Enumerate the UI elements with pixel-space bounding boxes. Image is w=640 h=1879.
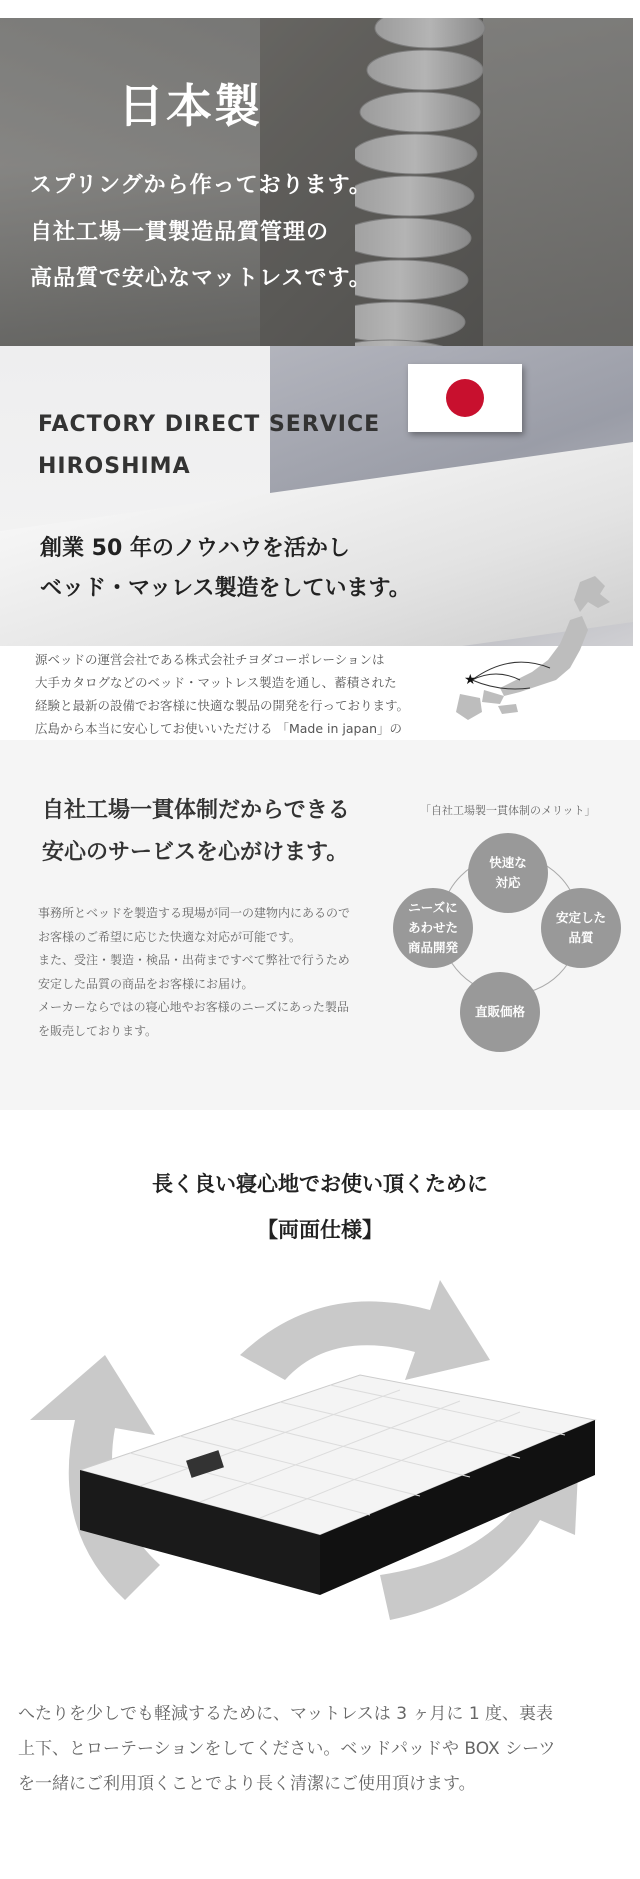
mattress-rotation-illustration (20, 1260, 610, 1660)
service-body (38, 902, 398, 1043)
two-sided-title: 長く良い寝心地でお使い頂くために (152, 1172, 488, 1196)
instruction-line: を一緒にご利用頂くことでより長く清潔にご使用頂けます。 (18, 1774, 476, 1794)
two-sided-subtitle: 【両面仕様】 (257, 1218, 383, 1242)
rotation-instructions (18, 1697, 628, 1802)
hero-banner (0, 18, 633, 346)
intro-line: 大手カタログなどのベッド・マットレス製造を通し、蓄積された (35, 675, 397, 690)
knowhow-line-1: 創業 50 年のノウハウを活かし (40, 536, 350, 561)
factory-direct-service-title (38, 404, 380, 488)
merit-direct-price: 直販価格 (460, 972, 540, 1052)
intro-line: 源ベッドの運営会社である株式会社チヨダコーポレーションは (35, 652, 385, 667)
hero-line-2: 自社工場一貫製造品質管理の (30, 220, 330, 245)
knowhow-line-2: ベッド・マッレス製造をしています。 (40, 576, 411, 601)
mattress-icon (80, 1375, 595, 1595)
service-body-line: 安定した品質の商品をお客様にお届け。 (38, 976, 254, 991)
intro-line: 経験と最新の設備でお客様に快適な製品の開発を行っております。 (35, 698, 410, 713)
hero-line-1: スプリングから作っております。 (30, 173, 372, 198)
service-line-2: HIROSHIMA (38, 454, 191, 479)
merit-product-development: ニーズに あわせた 商品開発 (393, 888, 473, 968)
intro-line: 広島から本当に安心してお使いいただける 「Made in japan」の (35, 721, 403, 736)
instruction-line: へたりを少しでも軽減するために、マットレスは 3 ヶ月に 1 度、裏表 (18, 1704, 554, 1724)
merit-stable-quality: 安定した 品質 (541, 888, 621, 968)
service-body-line: を販売しております。 (38, 1023, 158, 1038)
service-body-line: 事務所とベッドを製造する現場が同一の建物内にあるので (38, 906, 351, 920)
service-body-line: また、受注・製造・検品・出荷まですべて弊社で行うため (38, 953, 350, 967)
service-body-line: メーカーならではの寝心地やお客様のニーズにあった製品 (38, 1000, 349, 1014)
service-body-line: お客様のご希望に応じた快適な対応が可能です。 (38, 929, 302, 944)
hero-line-3: 高品質で安心なマットレスです。 (30, 266, 372, 291)
svg-text:★: ★ (464, 672, 477, 688)
merit-fast-response: 快速な 対応 (468, 833, 548, 913)
japan-map-icon (420, 572, 635, 722)
service-heading-2: 安心のサービスを心がけます。 (42, 840, 349, 865)
japan-flag-icon (408, 364, 522, 432)
instruction-line: 上下、とローテーションをしてください。ベッドパッドや BOX シーツ (18, 1739, 556, 1759)
merit-diagram-title: 「自社工場製一貫体制のメリット」 (420, 804, 596, 817)
hero-title: 日本製 (118, 79, 262, 133)
service-heading-1: 自社工場一貫体制だからできる (42, 798, 350, 823)
service-line-1: FACTORY DIRECT SERVICE (38, 412, 381, 437)
